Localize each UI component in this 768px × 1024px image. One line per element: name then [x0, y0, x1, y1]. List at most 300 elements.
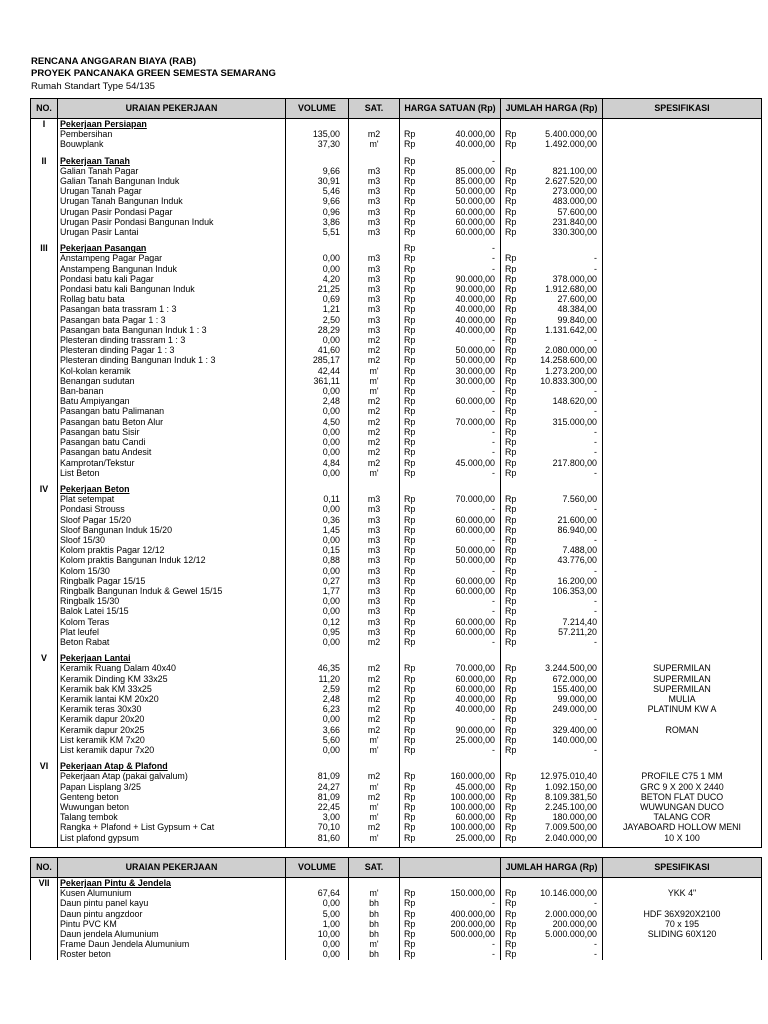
row-sat: m2	[349, 447, 400, 457]
row-volume: 0,96	[286, 207, 349, 217]
row-sat: bh	[349, 949, 400, 959]
row-jumlah-rp: Rp	[505, 494, 517, 505]
row-harga-amount: 40.000,00	[455, 304, 495, 315]
row-no	[31, 674, 58, 684]
row-harga	[400, 494, 501, 504]
row-jumlah	[501, 684, 603, 694]
row-jumlah	[501, 386, 603, 396]
row-jumlah-rp: Rp	[505, 663, 517, 674]
row-spec	[603, 515, 762, 525]
row-uraian: Balok Latei 15/15	[58, 606, 286, 616]
table-row	[31, 294, 762, 304]
col-volume: VOLUME	[286, 858, 349, 878]
row-no	[31, 637, 58, 647]
row-jumlah-rp: Rp	[505, 196, 517, 207]
row-sat: m3	[349, 555, 400, 565]
row-uraian: Pekerjaan Atap (pakai galvalum)	[58, 771, 286, 781]
row-volume: 1,77	[286, 586, 349, 596]
table-row	[31, 315, 762, 325]
row-jumlah-amount: 99.840,00	[557, 314, 597, 325]
row-jumlah-amount: 8.109.381,50	[545, 791, 597, 802]
row-no	[31, 888, 58, 898]
table-row	[31, 704, 762, 714]
row-harga	[400, 735, 501, 745]
row-volume: 0,00	[286, 898, 349, 908]
row-jumlah	[501, 802, 603, 812]
section-no: VI	[31, 761, 58, 771]
row-harga	[400, 396, 501, 406]
row-spec	[603, 535, 762, 545]
col-jumlah: JUMLAH HARGA (Rp)	[501, 99, 603, 119]
section-title-cell	[58, 761, 286, 771]
table-row	[31, 792, 762, 802]
row-uraian: Kolom praktis Bangunan Induk 12/12	[58, 555, 286, 565]
row-no	[31, 576, 58, 586]
row-no	[31, 264, 58, 274]
row-sat: m3	[349, 176, 400, 186]
row-harga-amount: -	[492, 386, 495, 397]
row-jumlah-rp: Rp	[505, 129, 517, 140]
row-jumlah-rp: Rp	[505, 273, 517, 284]
table-row	[31, 888, 762, 898]
row-volume: 4,84	[286, 458, 349, 468]
row-jumlah-amount: 249.000,00	[552, 704, 597, 715]
section-title: Pekerjaan Beton	[60, 483, 130, 494]
row-no	[31, 468, 58, 478]
section-vol	[286, 119, 349, 130]
row-harga-rp: Rp	[404, 139, 416, 150]
row-harga-rp: Rp	[404, 704, 416, 715]
row-sat: m'	[349, 745, 400, 755]
row-harga-rp: Rp	[404, 426, 416, 437]
row-harga-rp: Rp	[404, 534, 416, 545]
row-harga-rp: Rp	[404, 165, 416, 176]
row-harga	[400, 674, 501, 684]
row-harga-amount: 60.000,00	[455, 585, 495, 596]
row-harga	[400, 253, 501, 263]
row-harga-amount: -	[492, 714, 495, 725]
spacer-cell	[31, 843, 58, 848]
row-jumlah-amount: 43.776,00	[557, 555, 597, 566]
row-harga-rp: Rp	[404, 365, 416, 376]
table-row	[31, 909, 762, 919]
row-harga-rp: Rp	[404, 514, 416, 525]
row-jumlah	[501, 888, 603, 898]
row-jumlah-amount: 315.000,00	[552, 416, 597, 427]
row-uraian: Daun jendela Alumunium	[58, 929, 286, 939]
row-uraian: Plat leufel	[58, 627, 286, 637]
row-jumlah	[501, 315, 603, 325]
row-no	[31, 447, 58, 457]
row-jumlah-amount: 2.627.520,00	[545, 176, 597, 187]
row-spec	[603, 376, 762, 386]
row-spec	[603, 504, 762, 514]
row-jumlah-rp: Rp	[505, 724, 517, 735]
row-harga-rp: Rp	[404, 898, 416, 909]
row-harga-rp: Rp	[404, 437, 416, 448]
row-harga-rp: Rp	[404, 888, 416, 899]
row-volume: 0,00	[286, 427, 349, 437]
row-harga-rp: Rp	[404, 206, 416, 217]
row-volume: 28,29	[286, 325, 349, 335]
row-harga-amount: 50.000,00	[455, 555, 495, 566]
row-harga-amount: 60.000,00	[455, 812, 495, 823]
row-jumlah-amount: 14.258.600,00	[540, 355, 597, 366]
row-spec	[603, 129, 762, 139]
row-sat: m2	[349, 129, 400, 139]
row-harga	[400, 833, 501, 843]
row-harga	[400, 725, 501, 735]
row-no	[31, 535, 58, 545]
table-row	[31, 139, 762, 149]
row-jumlah-rp: Rp	[505, 186, 517, 197]
section-row	[31, 653, 762, 663]
row-volume: 46,35	[286, 663, 349, 673]
spacer-cell	[603, 843, 762, 848]
table-row	[31, 207, 762, 217]
row-jumlah-rp: Rp	[505, 294, 517, 305]
row-spec	[603, 227, 762, 237]
row-volume: 67,64	[286, 888, 349, 898]
row-jumlah-rp: Rp	[505, 939, 517, 950]
table-row	[31, 822, 762, 832]
row-spec	[603, 345, 762, 355]
row-uraian: Ringbalk Pagar 15/15	[58, 576, 286, 586]
row-no	[31, 315, 58, 325]
row-sat: m3	[349, 545, 400, 555]
row-no	[31, 898, 58, 908]
row-volume: 81,09	[286, 792, 349, 802]
row-spec	[603, 274, 762, 284]
row-sat: m3	[349, 186, 400, 196]
row-harga-rp: Rp	[404, 832, 416, 843]
col-volume: VOLUME	[286, 99, 349, 119]
row-sat: m'	[349, 812, 400, 822]
row-harga-rp: Rp	[404, 626, 416, 637]
row-volume: 2,50	[286, 315, 349, 325]
row-no	[31, 304, 58, 314]
row-jumlah-amount: 378.000,00	[552, 273, 597, 284]
row-jumlah	[501, 555, 603, 565]
row-sat: m2	[349, 417, 400, 427]
row-jumlah	[501, 545, 603, 555]
row-jumlah	[501, 515, 603, 525]
row-harga	[400, 325, 501, 335]
row-jumlah	[501, 264, 603, 274]
row-volume: 21,25	[286, 284, 349, 294]
row-jumlah-rp: Rp	[505, 467, 517, 478]
row-spec	[603, 586, 762, 596]
row-harga	[400, 196, 501, 206]
row-harga	[400, 637, 501, 647]
row-spec	[603, 386, 762, 396]
row-harga-rp: Rp	[404, 555, 416, 566]
table-row	[31, 176, 762, 186]
row-jumlah-rp: Rp	[505, 693, 517, 704]
row-harga-amount: 45.000,00	[455, 781, 495, 792]
row-jumlah-amount: 7.488,00	[562, 545, 597, 556]
row-spec	[603, 315, 762, 325]
row-uraian: Roster beton	[58, 949, 286, 959]
row-volume: 2,59	[286, 684, 349, 694]
section-sat	[349, 761, 400, 771]
row-volume: 5,60	[286, 735, 349, 745]
row-spec: SUPERMILAN	[603, 684, 762, 694]
row-harga	[400, 504, 501, 514]
row-jumlah-amount: -	[594, 636, 597, 647]
row-no	[31, 217, 58, 227]
row-jumlah-amount: -	[594, 406, 597, 417]
row-jumlah-amount: -	[594, 504, 597, 515]
row-spec	[603, 555, 762, 565]
row-no	[31, 417, 58, 427]
row-no	[31, 406, 58, 416]
row-jumlah-amount: 57.211,20	[558, 626, 597, 637]
row-uraian: Talang tembok	[58, 812, 286, 822]
row-jumlah-amount: 5.000.000,00	[545, 929, 597, 940]
row-harga	[400, 694, 501, 704]
row-volume: 0,00	[286, 745, 349, 755]
row-jumlah	[501, 253, 603, 263]
row-harga-amount: 60.000,00	[455, 683, 495, 694]
row-volume: 3,00	[286, 812, 349, 822]
row-volume: 0,95	[286, 627, 349, 637]
section-harga-amount: -	[492, 155, 495, 166]
row-jumlah-amount: -	[594, 565, 597, 576]
table-row	[31, 406, 762, 416]
row-volume: 285,17	[286, 355, 349, 365]
row-harga-amount: 60.000,00	[455, 396, 495, 407]
row-spec	[603, 166, 762, 176]
row-jumlah-rp: Rp	[505, 616, 517, 627]
table-row	[31, 919, 762, 929]
section-title-cell	[58, 653, 286, 663]
row-harga-amount: 40.000,00	[455, 314, 495, 325]
row-uraian: Galian Tanah Pagar	[58, 166, 286, 176]
row-no	[31, 274, 58, 284]
row-harga	[400, 888, 501, 898]
row-harga-rp: Rp	[404, 545, 416, 556]
row-harga-rp: Rp	[404, 284, 416, 295]
section-harga-amount: -	[492, 243, 495, 254]
row-jumlah-rp: Rp	[505, 386, 517, 397]
row-no	[31, 376, 58, 386]
section-harga	[400, 653, 501, 663]
row-no	[31, 325, 58, 335]
row-jumlah-amount: 180.000,00	[552, 812, 597, 823]
row-uraian: Ringbalk 15/30	[58, 596, 286, 606]
row-harga-amount: 30.000,00	[455, 375, 495, 386]
row-jumlah	[501, 782, 603, 792]
row-sat: m'	[349, 735, 400, 745]
table-row	[31, 335, 762, 345]
row-volume: 1,00	[286, 919, 349, 929]
row-jumlah-rp: Rp	[505, 949, 517, 960]
table-header-repeat	[31, 858, 762, 878]
row-uraian: Kolom praktis Pagar 12/12	[58, 545, 286, 555]
table-row	[31, 735, 762, 745]
row-jumlah-rp: Rp	[505, 714, 517, 725]
row-no	[31, 929, 58, 939]
row-harga	[400, 129, 501, 139]
row-harga	[400, 949, 501, 959]
row-spec	[603, 714, 762, 724]
row-harga-amount: 25.000,00	[455, 832, 495, 843]
row-volume: 81,09	[286, 771, 349, 781]
row-spec	[603, 566, 762, 576]
row-no	[31, 386, 58, 396]
row-no	[31, 294, 58, 304]
row-volume: 0,00	[286, 386, 349, 396]
row-uraian: Kol-kolan keramik	[58, 366, 286, 376]
row-jumlah-rp: Rp	[505, 345, 517, 356]
row-volume: 0,69	[286, 294, 349, 304]
row-harga-amount: -	[492, 939, 495, 950]
row-volume: 0,15	[286, 545, 349, 555]
row-volume: 4,20	[286, 274, 349, 284]
row-sat: m3	[349, 504, 400, 514]
row-uraian: Keramik bak KM 33x25	[58, 684, 286, 694]
row-jumlah	[501, 704, 603, 714]
row-harga-amount: -	[492, 406, 495, 417]
row-harga	[400, 596, 501, 606]
row-volume: 0,00	[286, 468, 349, 478]
row-spec	[603, 253, 762, 263]
row-harga-rp: Rp	[404, 949, 416, 960]
row-harga	[400, 458, 501, 468]
row-no	[31, 525, 58, 535]
row-spec	[603, 606, 762, 616]
col-sat: SAT.	[349, 858, 400, 878]
row-jumlah-amount: 2.000.000,00	[545, 908, 597, 919]
row-jumlah-amount: 7.560,00	[562, 494, 597, 505]
row-no	[31, 366, 58, 376]
row-volume: 0,00	[286, 637, 349, 647]
row-jumlah-amount: 330.300,00	[552, 227, 597, 238]
row-harga-amount: 85.000,00	[455, 176, 495, 187]
section-title-cell	[58, 156, 286, 166]
table-row	[31, 427, 762, 437]
row-volume: 11,20	[286, 674, 349, 684]
section-no: V	[31, 653, 58, 663]
row-jumlah-rp: Rp	[505, 396, 517, 407]
row-harga-amount: 60.000,00	[455, 524, 495, 535]
section-spec	[603, 484, 762, 494]
row-harga	[400, 525, 501, 535]
row-uraian: Rollag batu bata	[58, 294, 286, 304]
row-harga	[400, 802, 501, 812]
section-title: Pekerjaan Pintu & Jendela	[60, 878, 171, 888]
row-harga-amount: 60.000,00	[455, 673, 495, 684]
row-jumlah-rp: Rp	[505, 416, 517, 427]
row-spec	[603, 396, 762, 406]
row-jumlah	[501, 606, 603, 616]
row-sat: m'	[349, 833, 400, 843]
row-harga-amount: 60.000,00	[455, 616, 495, 627]
row-volume: 37,30	[286, 139, 349, 149]
section-harga	[400, 761, 501, 771]
row-harga-amount: 100.000,00	[450, 791, 495, 802]
row-volume: 0,00	[286, 606, 349, 616]
row-jumlah-rp: Rp	[505, 734, 517, 745]
row-volume: 0,00	[286, 253, 349, 263]
row-sat: m2	[349, 714, 400, 724]
row-jumlah-amount: -	[594, 949, 597, 960]
row-harga-amount: 50.000,00	[455, 186, 495, 197]
row-harga-rp: Rp	[404, 196, 416, 207]
row-jumlah	[501, 771, 603, 781]
row-spec	[603, 745, 762, 755]
row-harga-rp: Rp	[404, 494, 416, 505]
row-no	[31, 792, 58, 802]
row-harga	[400, 139, 501, 149]
row-jumlah-rp: Rp	[505, 683, 517, 694]
row-sat: m3	[349, 196, 400, 206]
row-volume: 70,10	[286, 822, 349, 832]
section-jumlah	[501, 878, 603, 889]
row-jumlah-amount: -	[594, 744, 597, 755]
row-harga-amount: 50.000,00	[455, 355, 495, 366]
row-volume: 0,00	[286, 437, 349, 447]
row-harga-rp: Rp	[404, 606, 416, 617]
row-sat: m3	[349, 253, 400, 263]
section-harga	[400, 878, 501, 889]
row-jumlah	[501, 304, 603, 314]
row-jumlah-rp: Rp	[505, 534, 517, 545]
row-volume: 0,00	[286, 535, 349, 545]
row-no	[31, 714, 58, 724]
row-spec	[603, 525, 762, 535]
row-spec	[603, 186, 762, 196]
row-sat: m3	[349, 494, 400, 504]
row-no	[31, 335, 58, 345]
row-harga	[400, 576, 501, 586]
row-jumlah-amount: 148.620,00	[552, 396, 597, 407]
row-harga-rp: Rp	[404, 345, 416, 356]
spacer-cell	[286, 843, 349, 848]
row-spec: JAYABOARD HOLLOW MENI	[603, 822, 762, 832]
row-harga	[400, 939, 501, 949]
row-harga	[400, 535, 501, 545]
row-harga	[400, 714, 501, 724]
row-volume: 0,00	[286, 447, 349, 457]
row-no	[31, 396, 58, 406]
section-harga-rp: Rp	[404, 155, 416, 166]
section-spec	[603, 878, 762, 889]
table-row	[31, 802, 762, 812]
row-sat: m3	[349, 535, 400, 545]
row-jumlah	[501, 586, 603, 596]
row-harga-amount: -	[492, 467, 495, 478]
row-harga-amount: -	[492, 447, 495, 458]
row-harga	[400, 822, 501, 832]
row-jumlah	[501, 663, 603, 673]
row-harga	[400, 606, 501, 616]
row-jumlah-amount: -	[594, 335, 597, 346]
table-row	[31, 366, 762, 376]
table-row	[31, 684, 762, 694]
row-jumlah-amount: -	[594, 606, 597, 617]
row-jumlah	[501, 674, 603, 684]
spacer-row	[31, 843, 762, 848]
row-jumlah-amount: 1.092.150,00	[545, 781, 597, 792]
row-sat: m3	[349, 576, 400, 586]
row-jumlah-amount: 5.400.000,00	[545, 129, 597, 140]
row-no	[31, 566, 58, 576]
row-harga-rp: Rp	[404, 939, 416, 950]
row-sat: m'	[349, 139, 400, 149]
row-jumlah	[501, 406, 603, 416]
